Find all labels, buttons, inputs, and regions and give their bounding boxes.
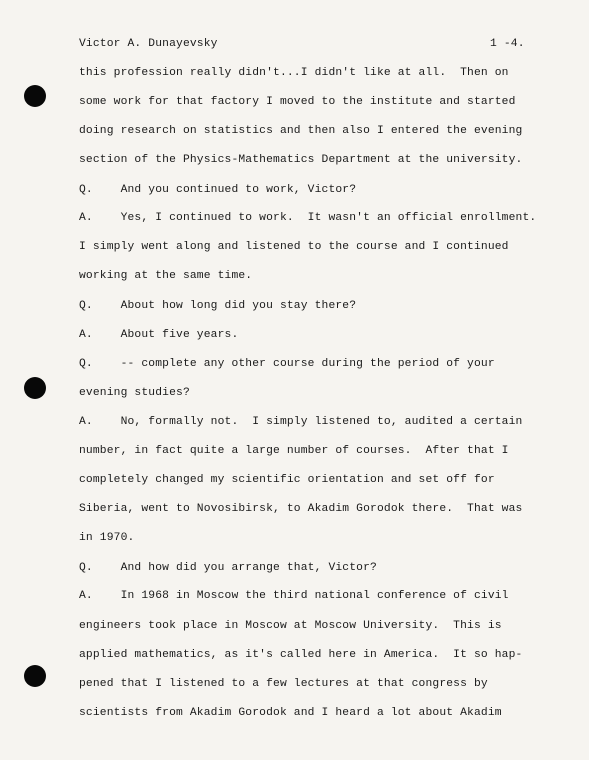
text-line: I simply went along and listened to the course and I continued [79,241,509,253]
binder-hole-middle [24,377,46,399]
answer-line: A. No, formally not. I simply listened to, audited a certain [79,416,523,428]
answer-line: A. Yes, I continued to work. It wasn't an official enrollment. [79,212,537,224]
header-page-number: 1 -4. [490,38,525,50]
text-line: Siberia, went to Novosibirsk, to Akadim Gorodok there. That was [79,503,523,515]
text-line: evening studies? [79,387,190,399]
text-line: working at the same time. [79,270,253,282]
binder-hole-bottom [24,665,46,687]
text-line: pened that I listened to a few lectures at that congress by [79,678,488,690]
text-line: scientists from Akadim Gorodok and I heard a lot about Akadim [79,707,502,719]
binder-hole-top [24,85,46,107]
question-line: Q. About how long did you stay there? [79,300,357,312]
header-interviewee-name: Victor A. Dunayevsky [79,38,218,50]
question-line: Q. -- complete any other course during the period of your [79,358,495,370]
question-line: Q. And how did you arrange that, Victor? [79,562,377,574]
question-line: Q. And you continued to work, Victor? [79,184,357,196]
text-line: some work for that factory I moved to the institute and started [79,96,516,108]
text-line: applied mathematics, as it's called here in America. It so hap- [79,649,523,661]
text-line: engineers took place in Moscow at Moscow University. This is [79,620,502,632]
text-line: in 1970. [79,532,135,544]
text-line: number, in fact quite a large number of courses. After that I [79,445,509,457]
answer-line: A. In 1968 in Moscow the third national conference of civil [79,590,509,602]
text-line: section of the Physics-Mathematics Department at the university. [79,154,523,166]
answer-line: A. About five years. [79,329,239,341]
text-line: completely changed my scientific orientation and set off for [79,474,495,486]
text-line: doing research on statistics and then also I entered the evening [79,125,523,137]
text-line: this profession really didn't...I didn't like at all. Then on [79,67,509,79]
